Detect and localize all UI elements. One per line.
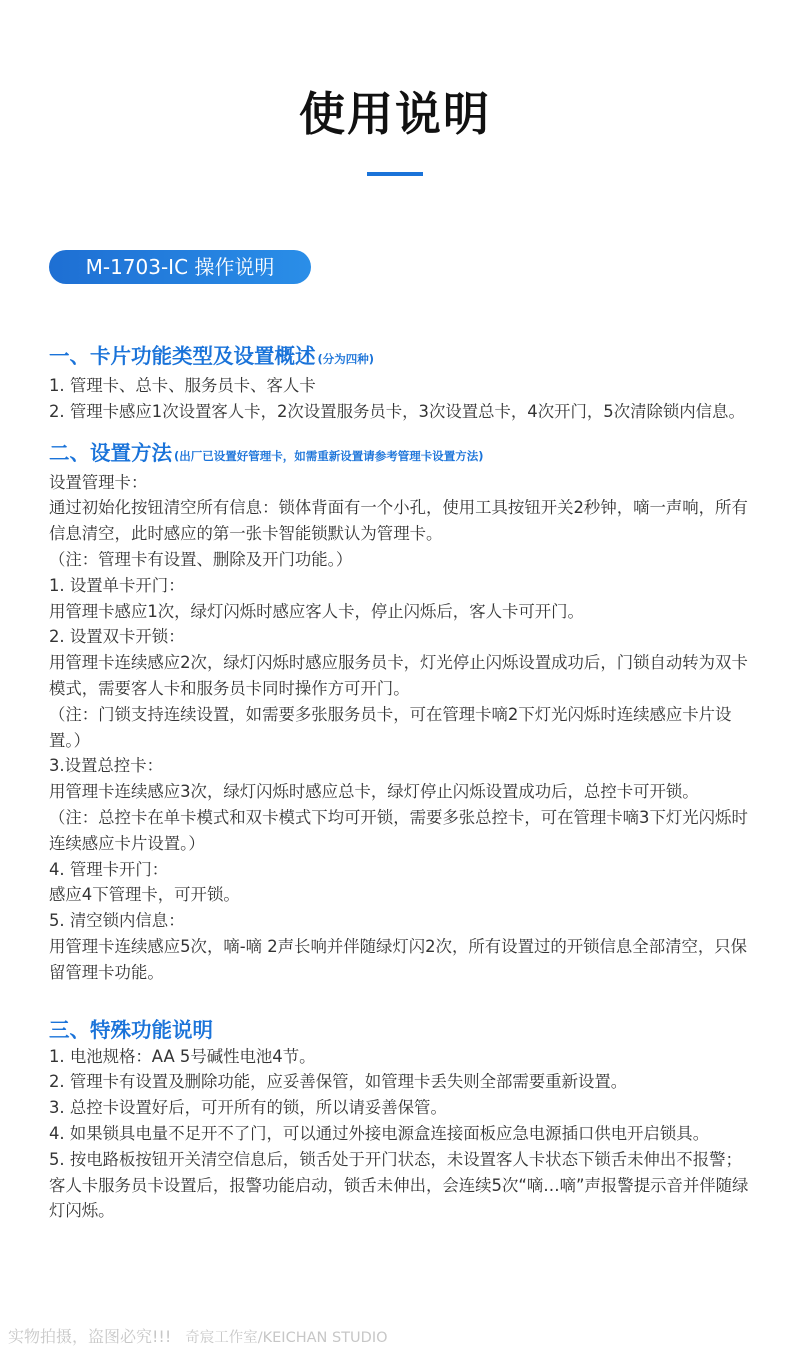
list-item: 1. 管理卡、总卡、服务员卡、客人卡 (49, 376, 316, 395)
section-heading-text: 三、特殊功能说明 (49, 1017, 213, 1042)
section-heading-setup (49, 439, 749, 470)
footer-watermark (8, 1324, 388, 1347)
studio-credit: 奇宸工作室/KEICHAN STUDIO (185, 1330, 388, 1346)
model-badge: M-1703-IC 操作说明 (49, 250, 311, 284)
list-item: 通过初始化按钮清空所有信息：锁体背面有一个小孔，使用工具按钮开关2秒钟，嘀一声响，所有信息清空，此时感应的第一张卡智能锁默认为管理卡。 (49, 498, 748, 544)
list-item: 设置管理卡： (49, 472, 148, 492)
list-item: 3.设置总控卡： (49, 756, 163, 776)
section-heading-text: 二、设置方法 (49, 440, 172, 465)
title-underline (367, 172, 423, 176)
list-item: 1. 设置单卡开门： (49, 575, 185, 595)
list-item: 4. 管理卡开门： (49, 859, 169, 879)
section-heading-special (49, 1016, 749, 1044)
list-item: 5. 按电路板按钮开关清空信息后，锁舌处于开门状态，未设置客人卡状态下锁舌未伸出不报警；客人卡服务员卡设置后，报警功能启动，锁舌未伸出，会连续5次“嘀…嘀”声报警提示音并伴随绿灯闪烁。 (49, 1149, 749, 1221)
list-item: 5. 清空锁内信息： (49, 911, 185, 931)
list-item: （注：门锁支持连续设置，如需要多张服务员卡，可在管理卡嘀2下灯光闪烁时连续感应卡片设置。） (49, 704, 732, 750)
list-item: 2. 管理卡感应1次设置客人卡，2次设置服务员卡，3次设置总卡，4次开门，5次清除锁内信息。 (49, 401, 745, 421)
section-heading-note: (出厂已设置好管理卡，如需重新设置请参考管理卡设置方法) (174, 448, 484, 463)
section-heading-card-types (49, 342, 749, 373)
list-item: 用管理卡连续感应5次，嘀-嘀 2声长响并伴随绿灯闪2次，所有设置过的开锁信息全部清空，只保留管理卡功能。 (49, 936, 748, 982)
list-item: 2. 管理卡有设置及删除功能，应妥善保管，如管理卡丢失则全部需要重新设置。 (49, 1072, 628, 1092)
list-item: 2. 设置双卡开锁： (49, 627, 185, 647)
page-title: 使用说明 (299, 87, 491, 141)
list-item: （注：管理卡有设置、删除及开门功能。） (49, 549, 353, 569)
list-item: 感应4下管理卡，可开锁。 (49, 885, 240, 905)
list-item: 4. 如果锁具电量不足开不了门，可以通过外接电源盒连接面板应急电源插口供电开启锁具。 (49, 1123, 710, 1143)
list-item: 用管理卡感应1次，绿灯闪烁时感应客人卡，停止闪烁后，客人卡可开门。 (49, 601, 584, 621)
instructions-body (49, 336, 749, 1224)
list-item: 3. 总控卡设置好后，可开所有的锁，所以请妥善保管。 (49, 1098, 447, 1118)
list-item: 用管理卡连续感应2次，绿灯闪烁时感应服务员卡，灯光停止闪烁设置成功后，门锁自动转为双卡模式，需要客人卡和服务员卡同时操作方可开门。 (49, 653, 748, 698)
section-heading-note: (分为四种) (317, 352, 375, 366)
list-item: 用管理卡连续感应3次，绿灯闪烁时感应总卡，绿灯停止闪烁设置成功后，总控卡可开锁。 (49, 782, 699, 802)
watermark-text: 实物拍摄，盗图必究!!! (8, 1327, 172, 1346)
list-item: 1. 电池规格：AA 5号碱性电池4节。 (49, 1046, 316, 1066)
section-heading-text: 一、卡片功能类型及设置概述 (49, 344, 316, 368)
list-item: （注：总控卡在单卡模式和双卡模式下均可开锁，需要多张总控卡，可在管理卡嘀3下灯光闪烁时连续感应卡片设置。） (49, 807, 748, 853)
